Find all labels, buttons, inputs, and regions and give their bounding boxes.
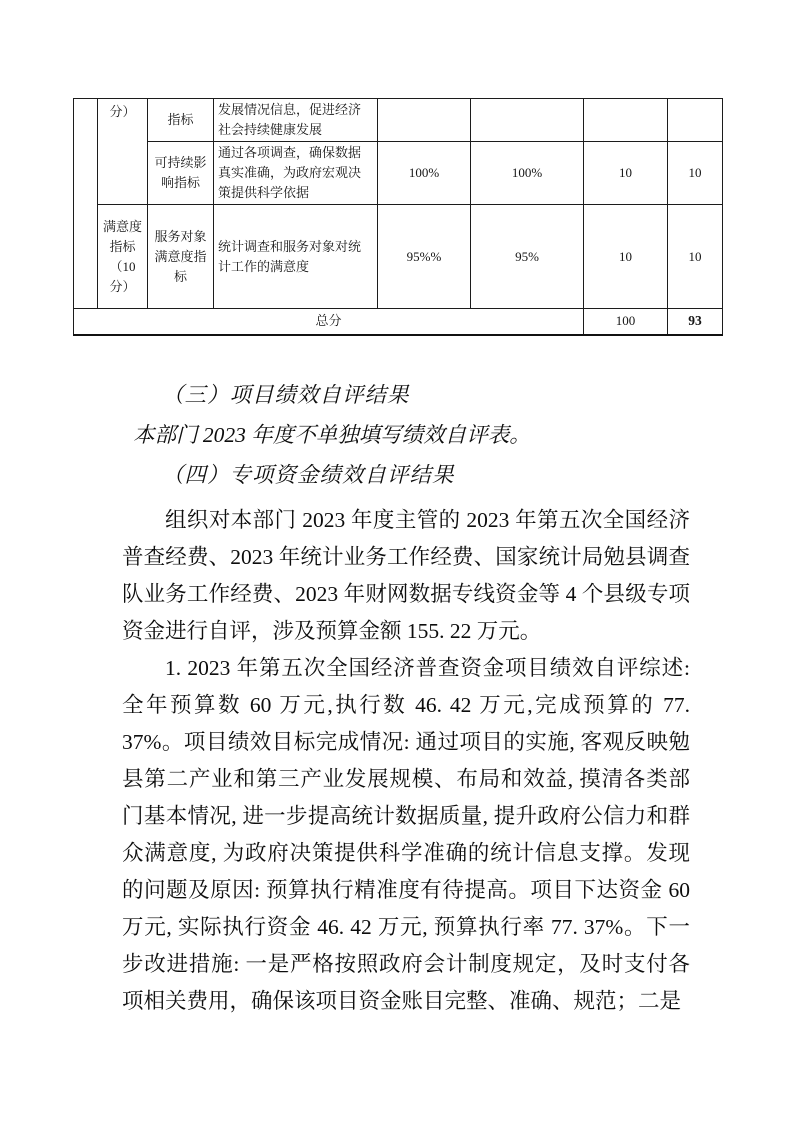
cell-self-score: 10 [668,205,723,309]
cell-full-score [584,99,668,142]
table-total-row [74,309,723,335]
cell-indicator-desc: 通过各项调查，确保数据真实准确，为政府宏观决策提供科学依据 [214,142,378,205]
cell-self-score: 10 [668,142,723,205]
paragraph-census-fund-review: 1. 2023 年第五次全国经济普查资金项目绩效自评综述:全年预算数 60 万元,执行数 46. 42 万元,完成预算的 77. 37%。项目绩效目标完成情况: 通过项目的实施, 客观反映勉县第二产业和第三产业发展规模、布局和效益, 摸清各类部门基本情况, 进一步提高统计数据质量, 提升政府公信力和群众满意度, 为政府决策提供科学准确的统计信息支撑。发现的问题及原因: 预算执行精准度有待提高。项目下达资金 60 万元, 实际执行资金 46. 42 万元, 预算执行率 77. 37%。下一步改进措施: 一是严格按照政府会计制度规定，及时支付各项相关费用，确保该项目资金账目完整、准确、规范；二是 [122,656,690,1013]
cell-indicator-name: 可持续影响指标 [148,142,214,205]
cell-indicator-desc: 发展情况信息，促进经济社会持续健康发展 [214,99,378,142]
table-row [74,99,723,142]
paragraph-special-funds-overview: 组织对本部门 2023 年度主管的 2023 年第五次全国经济普查经费、2023 年统计业务工作经费、国家统计局勉县调查队业务工作经费、2023 年财网数据专线资金等 4 个县级专项资金进行自评，涉及预算金额 155. 22 万元。 [122,508,690,643]
cell-self-score [668,99,723,142]
section-heading-special-funds: （四）专项资金绩效自评结果 [162,463,455,487]
cell-indicator-desc: 统计调查和服务对象对统计工作的满意度 [214,205,378,309]
cell-score-group-tail: 分） [98,99,148,205]
cell-full-score: 10 [584,205,668,309]
section-heading-project-self-eval: （三）项目绩效自评结果 [162,383,410,407]
cell-target-value: 95%% [378,205,471,309]
cell-actual-value: 100% [471,142,584,205]
self-eval-note: 本部门 2023 年度不单独填写绩效自评表。 [133,423,531,447]
document-body [122,375,690,1020]
cell-score-group: 满意度指标（10分） [98,205,148,309]
cell-total-full-score: 100 [584,309,668,335]
cell-target-value [378,99,471,142]
table-row [74,205,723,309]
performance-indicator-table [73,98,723,336]
cell-full-score: 10 [584,142,668,205]
cell-indicator-name-tail: 指标 [148,99,214,142]
cell-actual-value: 95% [471,205,584,309]
cell-total-self-score: 93 [668,309,723,335]
cell-indicator-name: 服务对象满意度指标 [148,205,214,309]
table-row [74,142,723,205]
cell-actual-value [471,99,584,142]
cell-group-empty [74,99,98,309]
cell-target-value: 100% [378,142,471,205]
cell-total-label: 总分 [74,309,584,335]
